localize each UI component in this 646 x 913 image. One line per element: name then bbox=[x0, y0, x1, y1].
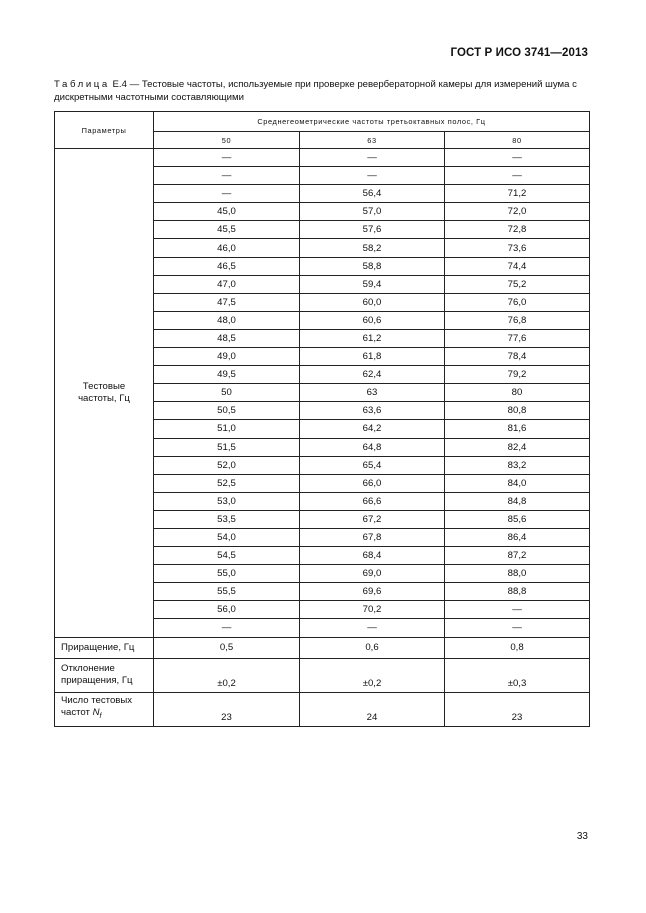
table-cell: 50,5 bbox=[154, 402, 300, 420]
column-header: 50 bbox=[154, 132, 300, 149]
table-cell: 56,4 bbox=[300, 185, 445, 203]
table-row bbox=[55, 149, 590, 167]
table-cell: 64,8 bbox=[300, 438, 445, 456]
column-header: 63 bbox=[300, 132, 445, 149]
page-number: 33 bbox=[576, 831, 588, 842]
table-cell: 0,6 bbox=[300, 637, 445, 658]
deviation-label-line2: приращения, Гц bbox=[61, 675, 133, 687]
table-cell: — bbox=[300, 167, 445, 185]
table-cell: 0,5 bbox=[154, 637, 300, 658]
table-cell: 72,0 bbox=[445, 203, 590, 221]
increment-label: Приращение, Гц bbox=[55, 637, 154, 658]
table-cell: 59,4 bbox=[300, 275, 445, 293]
table-cell: ±0,3 bbox=[445, 658, 590, 692]
table-cell: 74,4 bbox=[445, 257, 590, 275]
table-cell: 88,8 bbox=[445, 583, 590, 601]
table-cell: — bbox=[300, 149, 445, 167]
table-cell: 60,6 bbox=[300, 311, 445, 329]
table-cell: 84,0 bbox=[445, 474, 590, 492]
group-header: Среднегеометрические частоты третьоктавных полос, Гц bbox=[154, 112, 590, 132]
table-cell: 76,0 bbox=[445, 293, 590, 311]
table-cell: 63 bbox=[300, 384, 445, 402]
param-header: Параметры bbox=[55, 112, 154, 149]
table-cell: 67,8 bbox=[300, 528, 445, 546]
table-cell: 79,2 bbox=[445, 366, 590, 384]
table-cell: — bbox=[445, 149, 590, 167]
count-label bbox=[55, 692, 154, 726]
table-cell: 53,5 bbox=[154, 510, 300, 528]
table-cell: 48,5 bbox=[154, 329, 300, 347]
table-cell: 57,6 bbox=[300, 221, 445, 239]
table-cell: — bbox=[445, 601, 590, 619]
table-cell: 46,0 bbox=[154, 239, 300, 257]
count-row bbox=[55, 692, 590, 726]
table-cell: 73,6 bbox=[445, 239, 590, 257]
row-group-label-line2: частоты, Гц bbox=[78, 392, 130, 404]
caption-label: Таблица bbox=[54, 79, 110, 90]
table-cell: 51,5 bbox=[154, 438, 300, 456]
table-cell: 61,8 bbox=[300, 348, 445, 366]
table-cell: 85,6 bbox=[445, 510, 590, 528]
table-cell: 86,4 bbox=[445, 528, 590, 546]
table-cell: 61,2 bbox=[300, 329, 445, 347]
table-cell: 66,0 bbox=[300, 474, 445, 492]
column-header: 80 bbox=[445, 132, 590, 149]
table-cell: 63,6 bbox=[300, 402, 445, 420]
table-cell: 56,0 bbox=[154, 601, 300, 619]
table-cell: 45,0 bbox=[154, 203, 300, 221]
table-cell: 50 bbox=[154, 384, 300, 402]
table-cell: 66,6 bbox=[300, 492, 445, 510]
table-cell: 70,2 bbox=[300, 601, 445, 619]
test-frequencies-table bbox=[54, 111, 590, 727]
row-group-label bbox=[55, 149, 154, 638]
table-cell: 53,0 bbox=[154, 492, 300, 510]
table-cell: 60,0 bbox=[300, 293, 445, 311]
table-cell: 45,5 bbox=[154, 221, 300, 239]
table-cell: 83,2 bbox=[445, 456, 590, 474]
table-body bbox=[55, 149, 590, 727]
table-cell: 23 bbox=[445, 692, 590, 726]
table-cell: 81,6 bbox=[445, 420, 590, 438]
row-group-label-line1: Тестовые bbox=[82, 380, 126, 392]
table-cell: 54,0 bbox=[154, 528, 300, 546]
table-cell: — bbox=[300, 619, 445, 637]
table-cell: 49,5 bbox=[154, 366, 300, 384]
caption-text: — Тестовые частоты, используемые при проверке ревербераторной камеры для измерений шума с дискретными частотными составляющими bbox=[54, 79, 577, 103]
table-cell: 80,8 bbox=[445, 402, 590, 420]
table-cell: — bbox=[154, 149, 300, 167]
table-cell: 57,0 bbox=[300, 203, 445, 221]
count-label-subscript: f bbox=[99, 712, 102, 720]
deviation-row bbox=[55, 658, 590, 692]
table-cell: — bbox=[445, 619, 590, 637]
caption-number: Е.4 bbox=[112, 79, 127, 90]
table-cell: 23 bbox=[154, 692, 300, 726]
table-cell: 69,6 bbox=[300, 583, 445, 601]
table-cell: 55,0 bbox=[154, 565, 300, 583]
deviation-label-line1: Отклонение bbox=[61, 663, 115, 675]
table-cell: 88,0 bbox=[445, 565, 590, 583]
table-cell: 68,4 bbox=[300, 547, 445, 565]
table-cell: 65,4 bbox=[300, 456, 445, 474]
table-cell: 87,2 bbox=[445, 547, 590, 565]
table-cell: 55,5 bbox=[154, 583, 300, 601]
table-cell: 78,4 bbox=[445, 348, 590, 366]
table-cell: 67,2 bbox=[300, 510, 445, 528]
table-cell: — bbox=[445, 167, 590, 185]
table-cell: 52,0 bbox=[154, 456, 300, 474]
table-cell: — bbox=[154, 167, 300, 185]
increment-row bbox=[55, 637, 590, 658]
count-label-word: частот bbox=[61, 707, 90, 719]
table-cell: 62,4 bbox=[300, 366, 445, 384]
table-caption bbox=[54, 78, 590, 104]
table-cell: 0,8 bbox=[445, 637, 590, 658]
table-cell: 47,0 bbox=[154, 275, 300, 293]
table-cell: 75,2 bbox=[445, 275, 590, 293]
document-code: ГОСТ Р ИСО 3741—2013 bbox=[450, 47, 588, 59]
table-cell: 77,6 bbox=[445, 329, 590, 347]
table-cell: 82,4 bbox=[445, 438, 590, 456]
table-cell: — bbox=[154, 185, 300, 203]
table-cell: 54,5 bbox=[154, 547, 300, 565]
count-label-symbol: N bbox=[92, 707, 100, 719]
table-cell: 48,0 bbox=[154, 311, 300, 329]
table-cell: 80 bbox=[445, 384, 590, 402]
table-cell: 58,8 bbox=[300, 257, 445, 275]
table-cell: ±0,2 bbox=[154, 658, 300, 692]
table-cell: 58,2 bbox=[300, 239, 445, 257]
table-cell: 64,2 bbox=[300, 420, 445, 438]
table-cell: 46,5 bbox=[154, 257, 300, 275]
deviation-label bbox=[55, 658, 154, 692]
table-cell: 24 bbox=[300, 692, 445, 726]
table-cell: 51,0 bbox=[154, 420, 300, 438]
table-cell: — bbox=[154, 619, 300, 637]
table-cell: 49,0 bbox=[154, 348, 300, 366]
table-cell: 84,8 bbox=[445, 492, 590, 510]
table-cell: 69,0 bbox=[300, 565, 445, 583]
table-cell: ±0,2 bbox=[300, 658, 445, 692]
table-cell: 47,5 bbox=[154, 293, 300, 311]
count-label-line1: Число тестовых bbox=[61, 695, 133, 707]
table-cell: 76,8 bbox=[445, 311, 590, 329]
table-cell: 52,5 bbox=[154, 474, 300, 492]
table-cell: 71,2 bbox=[445, 185, 590, 203]
table-cell: 72,8 bbox=[445, 221, 590, 239]
